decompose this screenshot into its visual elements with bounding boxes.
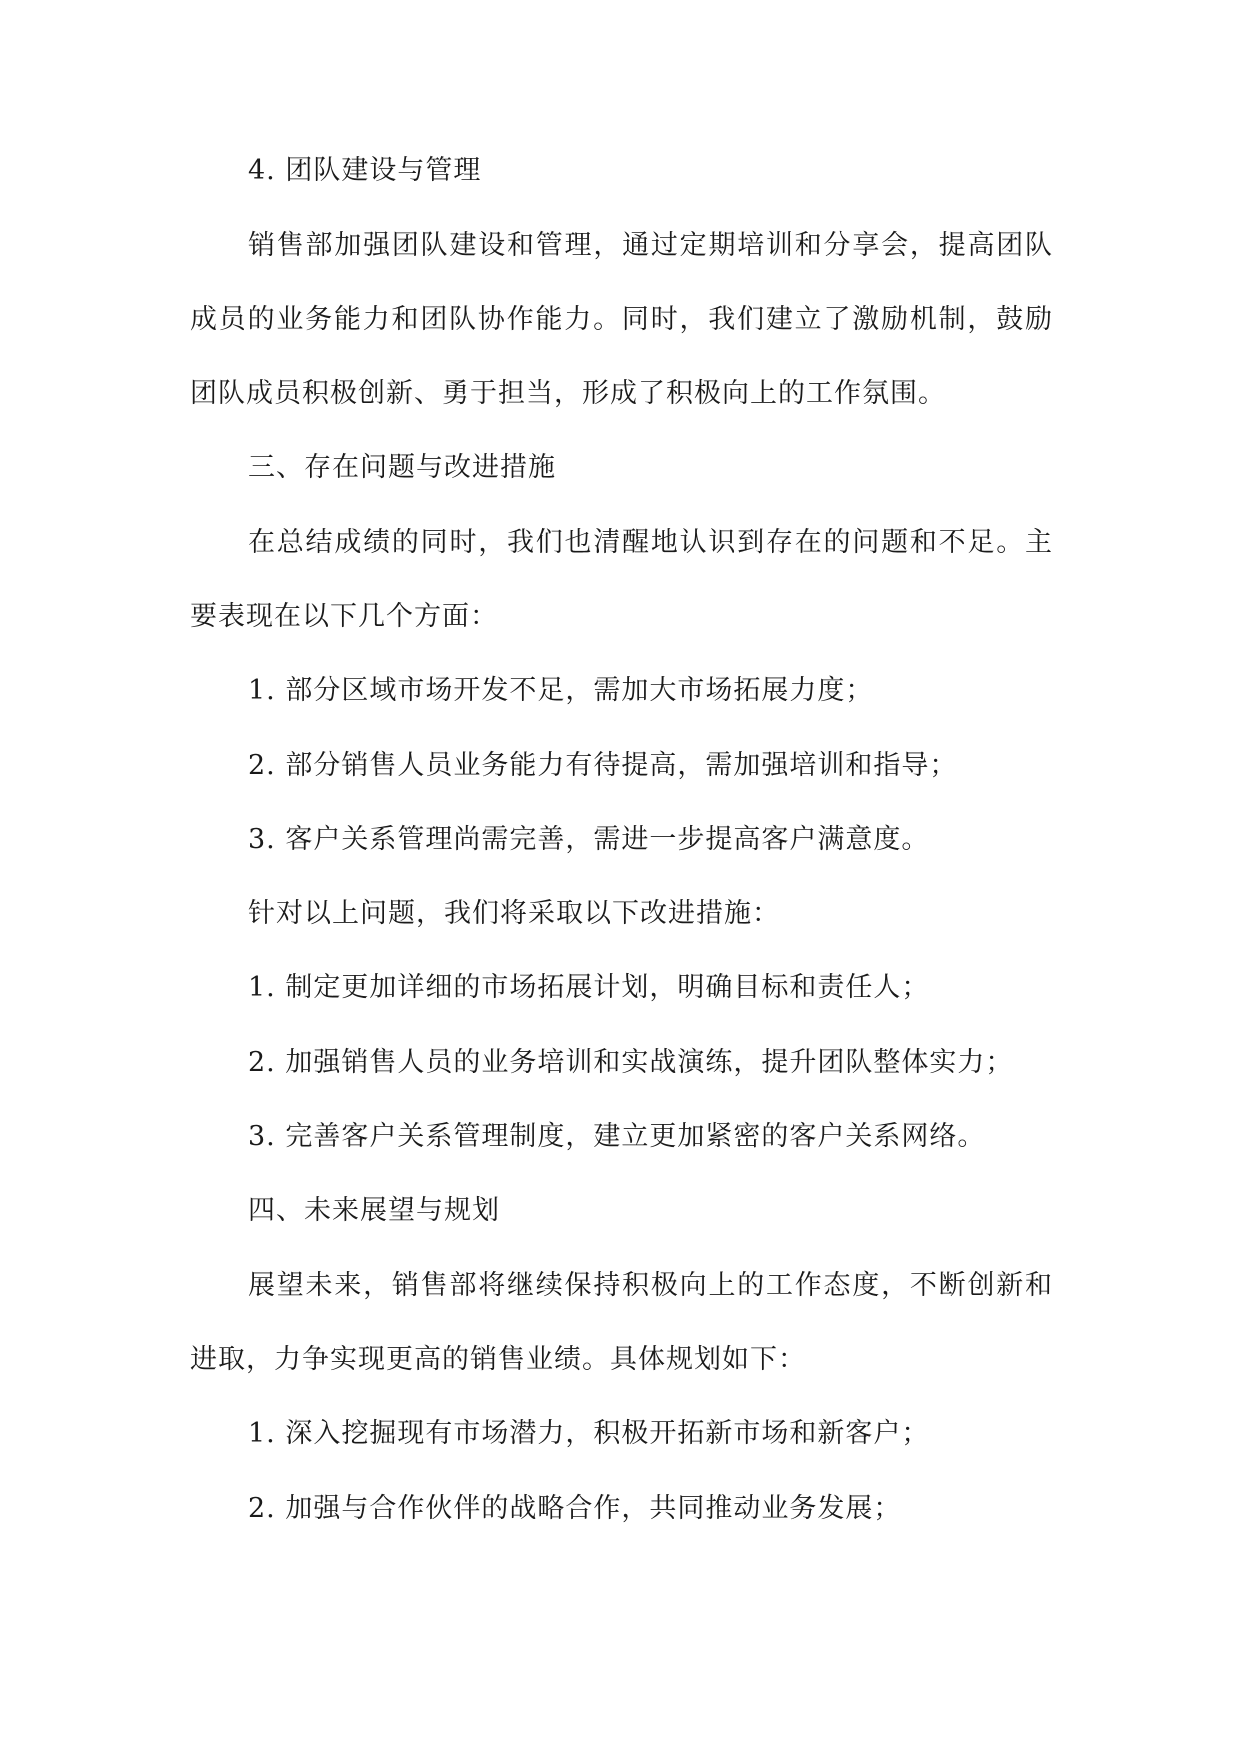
list-item: 3. 完善客户关系管理制度，建立更加紧密的客户关系网络。: [248, 1121, 986, 1152]
paragraph-line: 团队成员积极创新、勇于担当，形成了积极向上的工作氛围。: [190, 378, 946, 409]
paragraph-line: 销售部加强团队建设和管理，通过定期培训和分享会，提高团队: [248, 230, 1052, 261]
paragraph-line: 进取，力争实现更高的销售业绩。具体规划如下：: [190, 1344, 806, 1375]
list-item: 1. 深入挖掘现有市场潜力，积极开拓新市场和新客户；: [248, 1418, 930, 1449]
list-item: 1. 制定更加详细的市场拓展计划，明确目标和责任人；: [248, 972, 930, 1003]
list-item: 2. 加强销售人员的业务培训和实战演练，提升团队整体实力；: [248, 1047, 1014, 1078]
section-heading-team-building: 4. 团队建设与管理: [248, 155, 482, 186]
paragraph-line: 要表现在以下几个方面：: [190, 601, 498, 632]
list-item: 2. 部分销售人员业务能力有待提高，需加强培训和指导；: [248, 750, 958, 781]
paragraph-line: 展望未来，销售部将继续保持积极向上的工作态度，不断创新和: [248, 1270, 1052, 1301]
paragraph-line: 成员的业务能力和团队协作能力。同时，我们建立了激励机制，鼓励: [190, 304, 1052, 335]
section-heading-future: 四、未来展望与规划: [248, 1195, 500, 1226]
paragraph-line: 针对以上问题，我们将采取以下改进措施：: [248, 898, 780, 929]
list-item: 1. 部分区域市场开发不足，需加大市场拓展力度；: [248, 675, 874, 706]
section-heading-problems: 三、存在问题与改进措施: [248, 452, 556, 483]
paragraph-line: 在总结成绩的同时，我们也清醒地认识到存在的问题和不足。主: [248, 527, 1052, 558]
list-item: 2. 加强与合作伙伴的战略合作，共同推动业务发展；: [248, 1493, 902, 1524]
list-item: 3. 客户关系管理尚需完善，需进一步提高客户满意度。: [248, 824, 930, 855]
